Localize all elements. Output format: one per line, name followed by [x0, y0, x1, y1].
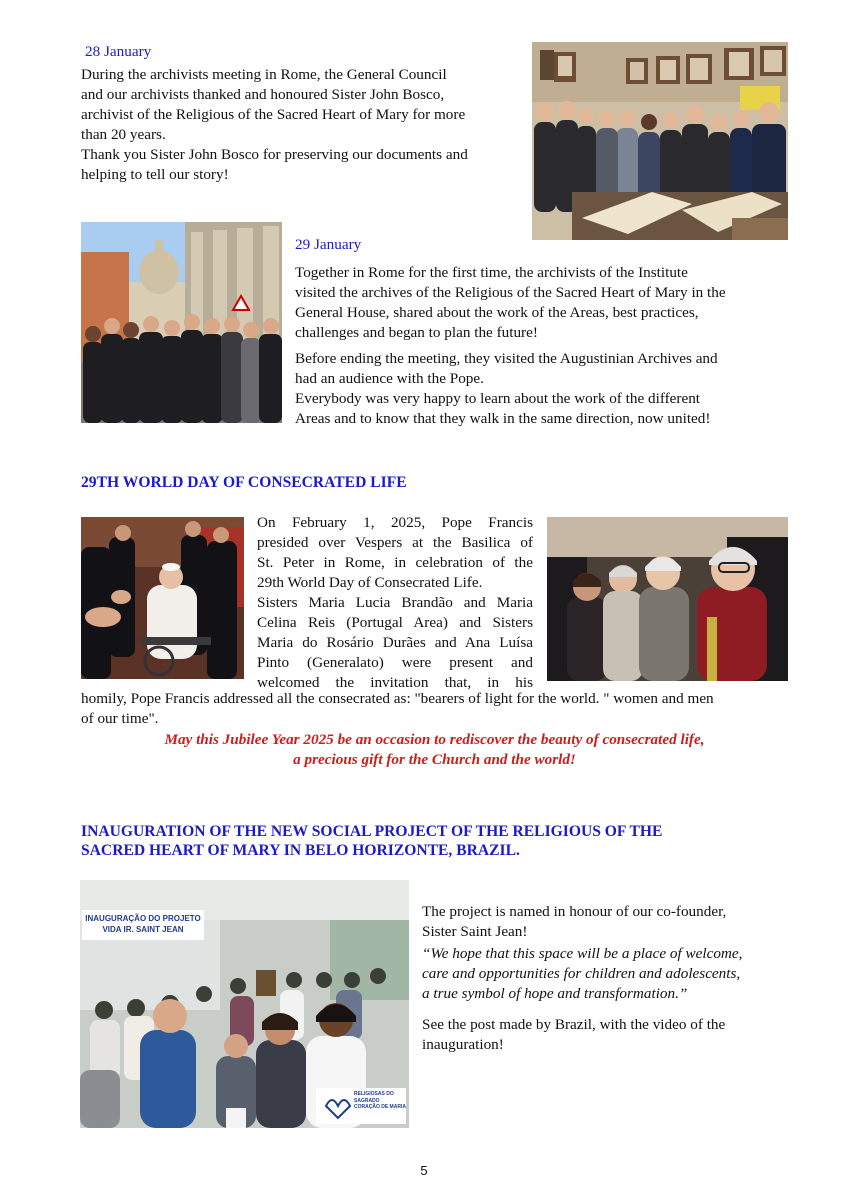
- text-line: a true symbol of hope and transformation.”: [422, 985, 688, 1002]
- jubilee-quote: [81, 730, 788, 770]
- heading-line: INAUGURATION OF THE NEW SOCIAL PROJECT OF THE RELIGIOUS OF THE: [81, 823, 663, 840]
- inauguration-quote: [422, 944, 812, 1004]
- logo-line: CORAÇÃO DE MARIA: [354, 1104, 406, 1110]
- text-line: Sister Saint Jean!: [422, 923, 528, 940]
- text-line: On February 1, 2025, Pope Francis: [257, 514, 533, 531]
- text-line: than 20 years.: [81, 126, 166, 143]
- text-line: welcomed the invitation that, in his: [257, 674, 533, 691]
- logo-line: RELIGIOSAS DO: [354, 1091, 394, 1097]
- photo-banner-text: [84, 913, 202, 935]
- text-line: General House, shared about the work of the Areas, best practices,: [295, 304, 699, 321]
- text-line: Sisters Maria Lucia Brandão and Maria: [257, 594, 533, 611]
- inauguration-paragraph-2: [422, 1015, 812, 1055]
- text-line: archivist of the Religious of the Sacred Heart of Mary for more: [81, 106, 466, 123]
- photo-inauguration-audience: [80, 880, 409, 1128]
- text-line: care and opportunities for children and adolescents,: [422, 965, 741, 982]
- quote-line: May this Jubilee Year 2025 be an occasion to rediscover the beauty of consecrated life,: [164, 731, 705, 748]
- inauguration-paragraph-1: [422, 902, 812, 942]
- photo-sisters-selfie: [547, 517, 788, 681]
- text-line: inauguration!: [422, 1036, 504, 1053]
- text-line: During the archivists meeting in Rome, the General Council: [81, 66, 447, 83]
- consecrated-paragraph: [257, 513, 533, 693]
- text-line: challenges and began to plan the future!: [295, 324, 538, 341]
- text-line: Thank you Sister John Bosco for preserving our documents and: [81, 146, 468, 163]
- photo-rome-st-peters: [81, 222, 282, 423]
- jan29-paragraph-1: [295, 263, 795, 343]
- jan29-paragraph-2: [295, 349, 795, 429]
- text-line: The project is named in honour of our co-founder,: [422, 903, 727, 920]
- jan28-paragraph: [81, 65, 521, 185]
- heading-line: SACRED HEART OF MARY IN BELO HORIZONTE, BRAZIL.: [81, 842, 520, 859]
- date-29-january: 29 January: [295, 236, 362, 253]
- photo-archivists-group: [532, 42, 788, 240]
- logo-line: SAGRADO: [354, 1097, 380, 1104]
- section-heading-inauguration: [81, 822, 801, 860]
- quote-line: a precious gift for the Church and the world!: [293, 751, 576, 768]
- text-line: of our time".: [81, 710, 159, 727]
- section-heading-consecrated-life: 29TH WORLD DAY OF CONSECRATED LIFE: [81, 474, 407, 491]
- text-line: presided over Vespers at the Basilica of: [257, 534, 533, 551]
- text-line: homily, Pope Francis addressed all the consecrated as: "bearers of light for the world. " women and men: [81, 690, 714, 707]
- text-line: See the post made by Brazil, with the video of the: [422, 1016, 726, 1033]
- text-line: and our archivists thanked and honoured Sister John Bosco,: [81, 86, 445, 103]
- text-line: had an audience with the Pope.: [295, 370, 484, 387]
- date-28-january: 28 January: [85, 43, 152, 60]
- text-line: 29th World Day of Consecrated Life.: [257, 574, 483, 591]
- text-line: Everybody was very happy to learn about the work of the different: [295, 390, 701, 407]
- page-number: 5: [420, 1163, 428, 1178]
- text-line: Before ending the meeting, they visited the Augustinian Archives and: [295, 350, 718, 367]
- text-line: Maria do Rosário Durães and Ana Luísa: [257, 634, 533, 651]
- photo-pope-francis: [81, 517, 244, 679]
- text-line: visited the archives of the Religious of the Sacred Heart of Mary in the: [295, 284, 726, 301]
- banner-line: INAUGURAÇÃO DO PROJETO: [85, 914, 201, 923]
- text-line: Pinto (Generalato) were present and: [257, 654, 533, 671]
- text-line: “We hope that this space will be a place of welcome,: [422, 945, 743, 962]
- text-line: helping to tell our story!: [81, 166, 229, 183]
- banner-line: VIDA IR. SAINT JEAN: [102, 925, 184, 934]
- text-line: St. Peter in Rome, in celebration of the: [257, 554, 533, 571]
- consecrated-continuation: [81, 689, 801, 729]
- text-line: Together in Rome for the first time, the archivists of the Institute: [295, 264, 688, 281]
- text-line: Celina Reis (Portugal Area) and Sisters: [257, 614, 533, 631]
- photo-logo-text: [354, 1091, 406, 1111]
- text-line: Areas and to know that they walk in the same direction, now united!: [295, 410, 711, 427]
